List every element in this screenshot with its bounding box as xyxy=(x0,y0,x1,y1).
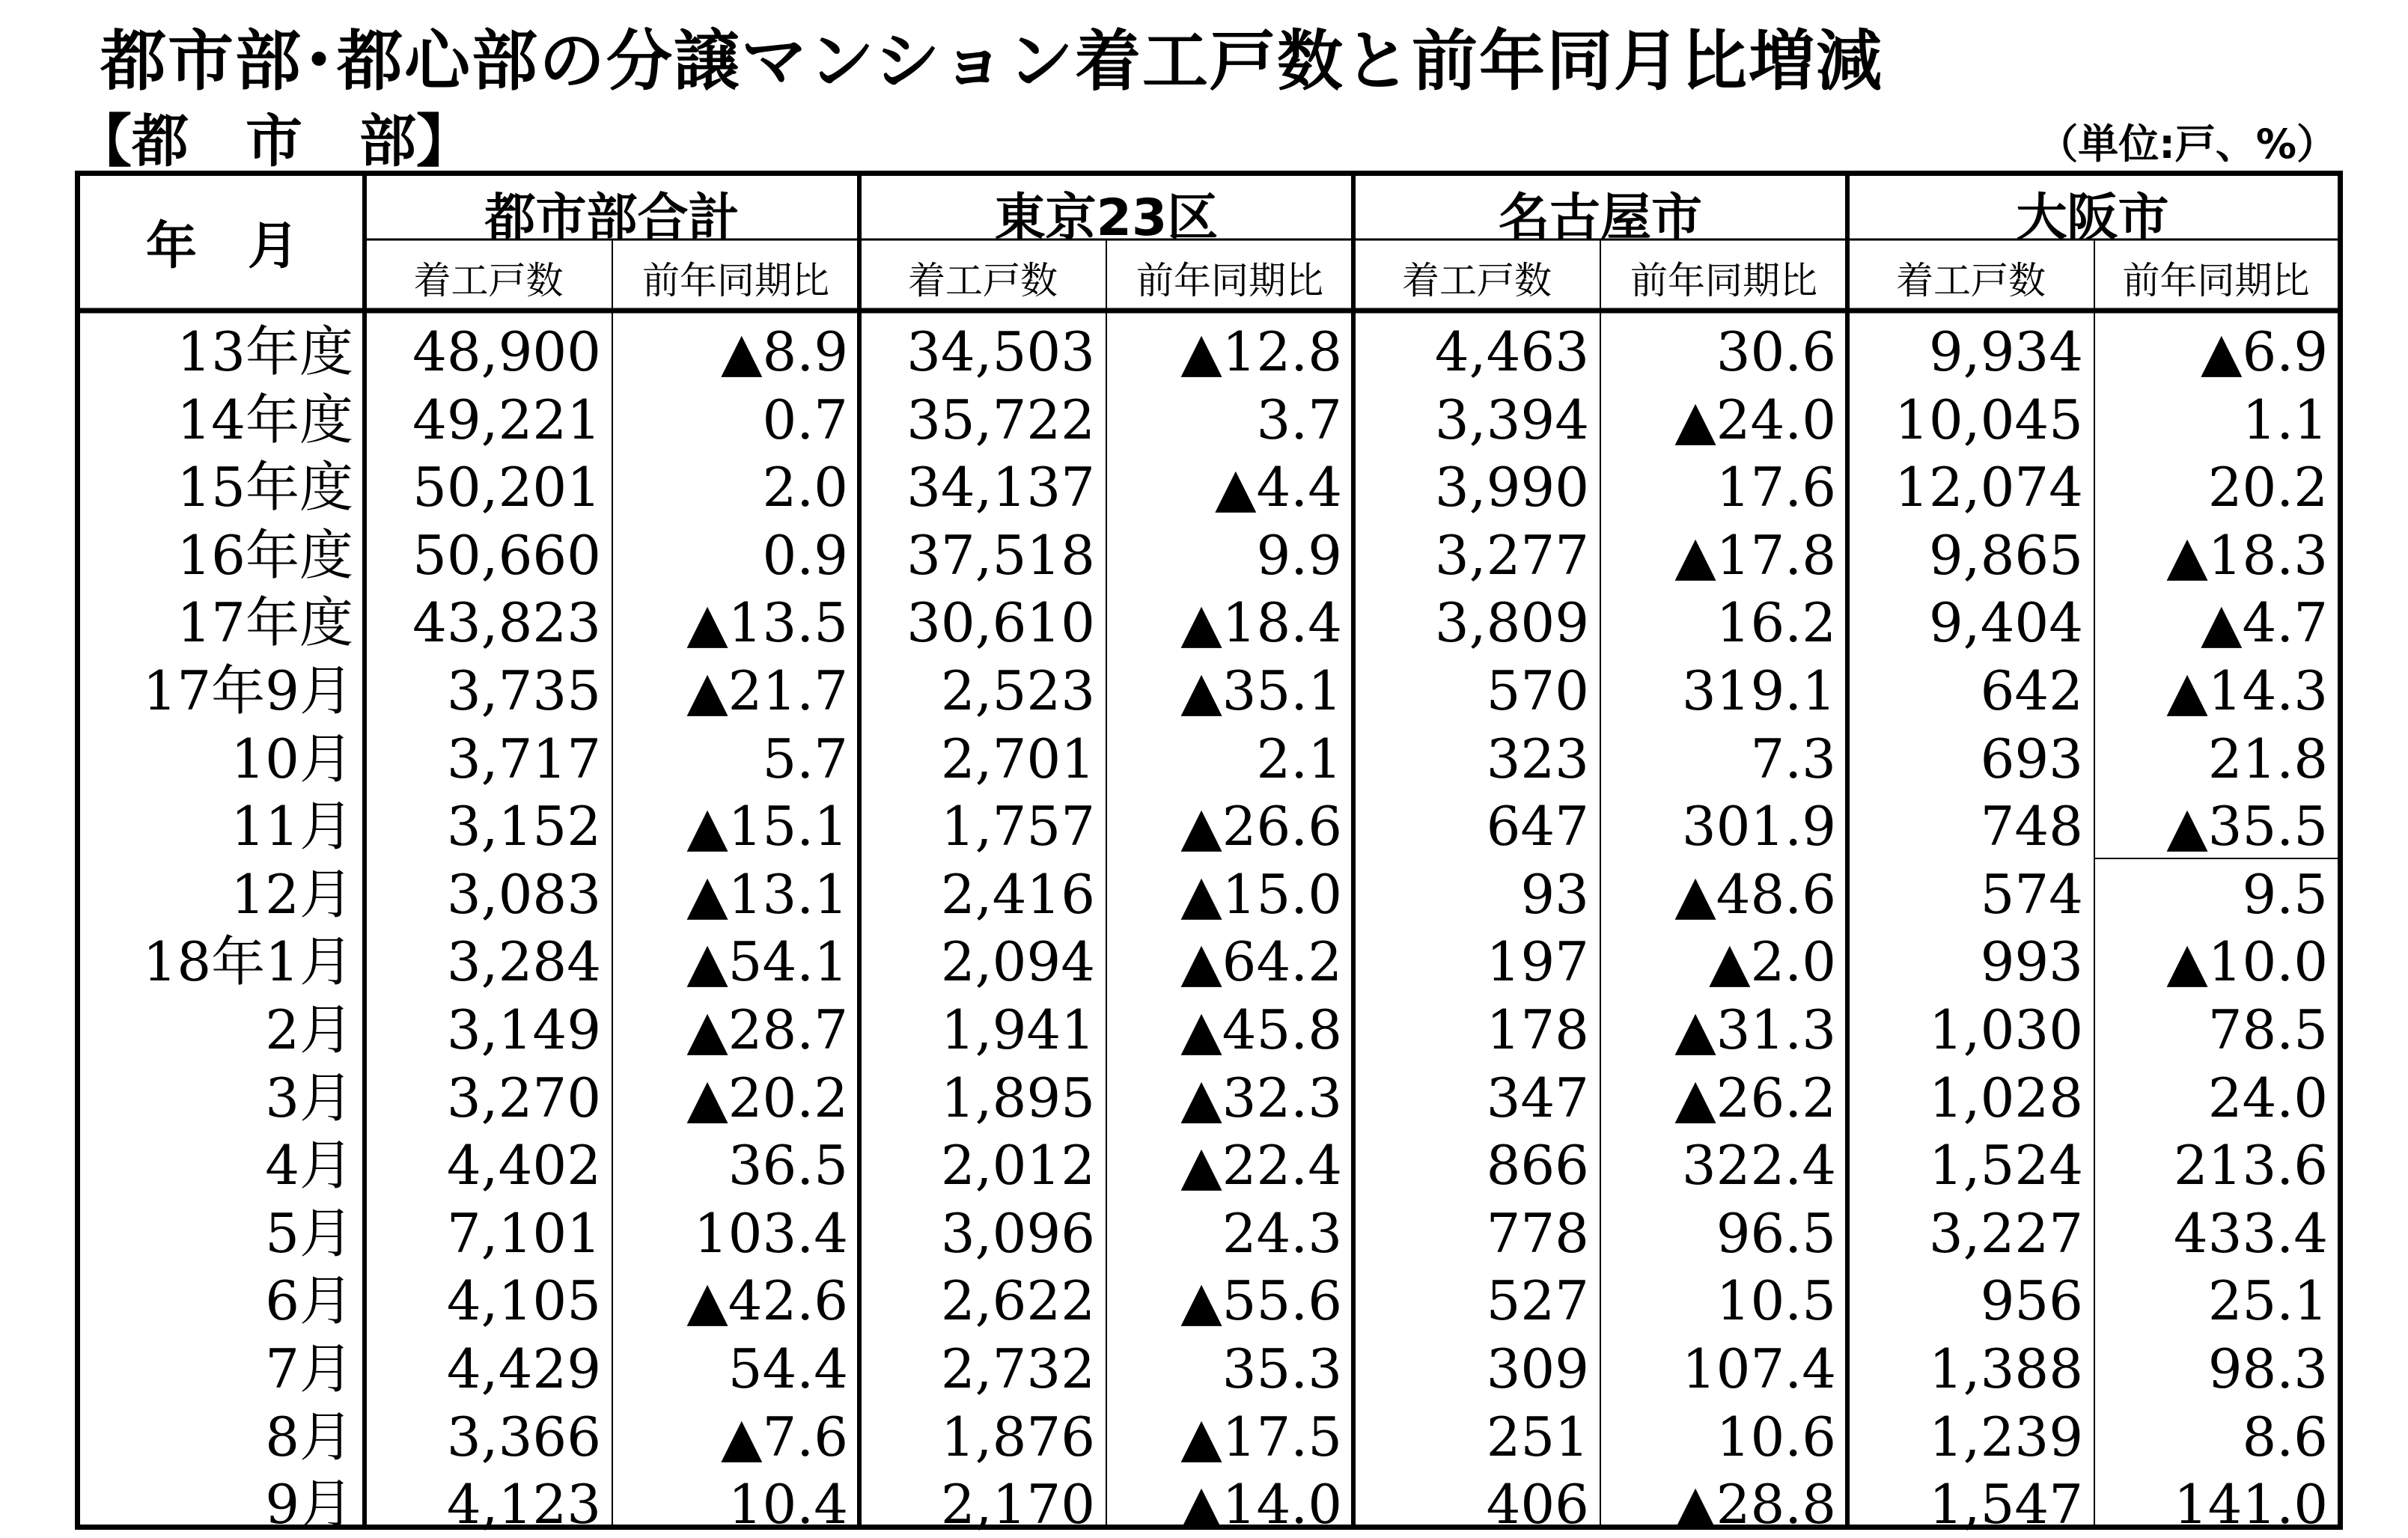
cell-yoy: 319.1 xyxy=(1681,659,1836,722)
sub-header-yoy: 前年同期比 xyxy=(2122,259,2310,302)
sub-header-starts: 着工戸数 xyxy=(413,259,564,302)
cell-starts: 2,523 xyxy=(940,659,1095,722)
cell-yoy: ▲18.3 xyxy=(2166,523,2328,587)
cell-starts: 3,152 xyxy=(446,795,601,858)
cell-yoy: 24.0 xyxy=(2207,1066,2328,1129)
cell-starts: 1,239 xyxy=(1928,1405,2083,1468)
cell-yoy: 36.5 xyxy=(728,1134,848,1197)
cell-yoy: ▲31.3 xyxy=(1674,998,1836,1061)
cell-starts: 251 xyxy=(1486,1405,1589,1468)
row-period: 6月 xyxy=(265,1269,353,1333)
cell-yoy: 25.1 xyxy=(2207,1269,2328,1333)
cell-starts: 1,876 xyxy=(940,1405,1095,1468)
cell-yoy: 7.3 xyxy=(1750,727,1836,790)
cell-yoy: 10.5 xyxy=(1716,1269,1836,1333)
cell-yoy: 21.8 xyxy=(2207,727,2328,790)
cell-starts: 3,809 xyxy=(1434,591,1589,655)
cell-starts: 1,895 xyxy=(940,1066,1095,1129)
cell-yoy: ▲20.2 xyxy=(686,1066,848,1129)
cell-yoy: ▲10.0 xyxy=(2166,930,2328,994)
cell-starts: 4,429 xyxy=(446,1337,601,1400)
cell-starts: 3,735 xyxy=(446,659,601,722)
row-period: 3月 xyxy=(265,1066,353,1129)
row-period: 2月 xyxy=(265,998,353,1061)
cell-yoy: ▲35.5 xyxy=(2166,795,2328,858)
group-header-nagoya: 名古屋市 xyxy=(1498,189,1702,248)
cell-starts: 2,170 xyxy=(940,1473,1095,1537)
row-period: 11月 xyxy=(231,795,353,858)
row-period: 9月 xyxy=(265,1473,353,1537)
cell-starts: 30,610 xyxy=(906,591,1095,655)
cell-yoy: 141.0 xyxy=(2173,1473,2328,1537)
cell-starts: 34,137 xyxy=(906,456,1095,519)
row-period: 17年9月 xyxy=(142,659,353,722)
row-period: 17年度 xyxy=(177,591,353,655)
cell-yoy: 98.3 xyxy=(2207,1337,2328,1400)
cell-yoy: ▲13.1 xyxy=(686,862,848,926)
cell-yoy: ▲13.5 xyxy=(686,591,848,655)
group-header-urban-total: 都市部合計 xyxy=(484,189,740,248)
cell-starts: 574 xyxy=(1980,862,2083,926)
cell-yoy: 301.9 xyxy=(1681,795,1836,858)
cell-starts: 3,083 xyxy=(446,862,601,926)
cell-yoy: ▲17.8 xyxy=(1674,523,1836,587)
cell-yoy: ▲14.3 xyxy=(2166,659,2328,722)
cell-yoy: 2.1 xyxy=(1256,727,1342,790)
row-period: 10月 xyxy=(231,727,353,790)
cell-starts: 1,941 xyxy=(940,998,1095,1061)
row-period: 8月 xyxy=(265,1405,353,1468)
cell-yoy: 96.5 xyxy=(1716,1201,1836,1265)
cell-yoy: 20.2 xyxy=(2207,456,2328,519)
cell-starts: 9,865 xyxy=(1928,523,2083,587)
cell-yoy: ▲4.4 xyxy=(1215,456,1342,519)
unit-label: （単位:戸、%） xyxy=(2037,120,2337,168)
cell-starts: 956 xyxy=(1980,1269,2083,1333)
cell-yoy: 213.6 xyxy=(2173,1134,2328,1197)
sub-header-yoy: 前年同期比 xyxy=(1136,259,1323,302)
cell-yoy: 9.5 xyxy=(2242,862,2328,926)
data-table xyxy=(75,171,2343,1537)
cell-yoy: 1.1 xyxy=(2242,388,2328,451)
period-header: 年 月 xyxy=(145,217,299,276)
cell-starts: 1,547 xyxy=(1928,1473,2083,1537)
sub-header-yoy: 前年同期比 xyxy=(642,259,829,302)
cell-starts: 3,284 xyxy=(446,930,601,994)
cell-starts: 993 xyxy=(1980,930,2083,994)
cell-yoy: 17.6 xyxy=(1716,456,1836,519)
cell-yoy: ▲15.0 xyxy=(1180,862,1342,926)
cell-starts: 35,722 xyxy=(906,388,1095,451)
cell-starts: 748 xyxy=(1980,795,2083,858)
row-period: 14年度 xyxy=(177,388,353,451)
cell-yoy: 10.6 xyxy=(1716,1405,1836,1468)
cell-starts: 2,622 xyxy=(940,1269,1095,1333)
cell-yoy: 2.0 xyxy=(762,456,848,519)
cell-starts: 3,277 xyxy=(1434,523,1589,587)
cell-starts: 2,094 xyxy=(940,930,1095,994)
cell-yoy: ▲64.2 xyxy=(1180,930,1342,994)
cell-yoy: ▲42.6 xyxy=(686,1269,848,1333)
cell-starts: 2,732 xyxy=(940,1337,1095,1400)
cell-yoy: 103.4 xyxy=(693,1201,848,1265)
cell-yoy: 78.5 xyxy=(2207,998,2328,1061)
cell-starts: 43,823 xyxy=(412,591,601,655)
cell-starts: 3,394 xyxy=(1434,388,1589,451)
page-title: 都市部･都心部の分譲マンション着工戸数と前年同月比増減 xyxy=(100,22,1884,100)
cell-starts: 49,221 xyxy=(412,388,601,451)
cell-starts: 347 xyxy=(1486,1066,1589,1129)
cell-yoy: ▲8.9 xyxy=(721,320,848,383)
cell-starts: 2,012 xyxy=(940,1134,1095,1197)
cell-starts: 50,201 xyxy=(412,456,601,519)
row-period: 18年1月 xyxy=(142,930,353,994)
cell-yoy: ▲4.7 xyxy=(2201,591,2328,655)
row-period: 16年度 xyxy=(177,523,353,587)
sub-header-yoy: 前年同期比 xyxy=(1630,259,1817,302)
cell-starts: 34,503 xyxy=(906,320,1095,383)
cell-yoy: 54.4 xyxy=(728,1337,848,1400)
cell-starts: 3,990 xyxy=(1434,456,1589,519)
sub-header-starts: 着工戸数 xyxy=(1402,259,1552,302)
section-label: 【都 市 部】 xyxy=(75,108,473,174)
cell-starts: 4,123 xyxy=(446,1473,601,1537)
cell-yoy: ▲28.8 xyxy=(1674,1473,1836,1537)
cell-starts: 178 xyxy=(1486,998,1589,1061)
cell-yoy: ▲17.5 xyxy=(1180,1405,1342,1468)
cell-starts: 9,934 xyxy=(1928,320,2083,383)
cell-starts: 527 xyxy=(1486,1269,1589,1333)
sub-header-starts: 着工戸数 xyxy=(908,259,1058,302)
cell-starts: 3,149 xyxy=(446,998,601,1061)
cell-starts: 1,030 xyxy=(1928,998,2083,1061)
cell-starts: 197 xyxy=(1486,930,1589,994)
cell-yoy: ▲35.1 xyxy=(1180,659,1342,722)
cell-yoy: 433.4 xyxy=(2173,1201,2328,1265)
row-period: 5月 xyxy=(265,1201,353,1265)
cell-yoy: 16.2 xyxy=(1716,591,1836,655)
cell-starts: 93 xyxy=(1520,862,1589,926)
cell-yoy: 5.7 xyxy=(762,727,848,790)
cell-yoy: ▲22.4 xyxy=(1180,1134,1342,1197)
cell-starts: 647 xyxy=(1486,795,1589,858)
cell-starts: 4,463 xyxy=(1434,320,1589,383)
cell-yoy: ▲14.0 xyxy=(1180,1473,1342,1537)
cell-yoy: 8.6 xyxy=(2242,1405,2328,1468)
cell-yoy: 24.3 xyxy=(1222,1201,1342,1265)
cell-yoy: ▲21.7 xyxy=(686,659,848,722)
cell-starts: 3,366 xyxy=(446,1405,601,1468)
cell-yoy: 35.3 xyxy=(1222,1337,1342,1400)
cell-yoy: ▲26.6 xyxy=(1180,795,1342,858)
cell-starts: 9,404 xyxy=(1928,591,2083,655)
cell-starts: 3,717 xyxy=(446,727,601,790)
cell-yoy: ▲55.6 xyxy=(1180,1269,1342,1333)
cell-starts: 866 xyxy=(1486,1134,1589,1197)
cell-yoy: ▲48.6 xyxy=(1674,862,1836,926)
cell-yoy: ▲28.7 xyxy=(686,998,848,1061)
cell-yoy: ▲26.2 xyxy=(1674,1066,1836,1129)
cell-yoy: ▲2.0 xyxy=(1709,930,1836,994)
cell-starts: 323 xyxy=(1486,727,1589,790)
cell-starts: 2,701 xyxy=(940,727,1095,790)
cell-yoy: ▲6.9 xyxy=(2201,320,2328,383)
cell-starts: 1,388 xyxy=(1928,1337,2083,1400)
cell-yoy: ▲12.8 xyxy=(1180,320,1342,383)
cell-starts: 406 xyxy=(1486,1473,1589,1537)
cell-starts: 642 xyxy=(1980,659,2083,722)
cell-starts: 1,028 xyxy=(1928,1066,2083,1129)
cell-yoy: 30.6 xyxy=(1716,320,1836,383)
cell-yoy: ▲7.6 xyxy=(721,1405,848,1468)
cell-yoy: ▲24.0 xyxy=(1674,388,1836,451)
row-period: 7月 xyxy=(265,1337,353,1400)
cell-yoy: ▲54.1 xyxy=(686,930,848,994)
row-period: 4月 xyxy=(265,1134,353,1197)
cell-yoy: ▲15.1 xyxy=(686,795,848,858)
cell-starts: 778 xyxy=(1486,1201,1589,1265)
cell-starts: 4,402 xyxy=(446,1134,601,1197)
cell-yoy: 3.7 xyxy=(1256,388,1342,451)
cell-starts: 3,270 xyxy=(446,1066,601,1129)
group-header-osaka: 大阪市 xyxy=(2016,189,2169,248)
cell-starts: 37,518 xyxy=(906,523,1095,587)
cell-yoy: 10.4 xyxy=(728,1473,848,1537)
cell-starts: 1,757 xyxy=(940,795,1095,858)
row-period: 13年度 xyxy=(177,320,353,383)
cell-starts: 7,101 xyxy=(446,1201,601,1265)
cell-starts: 2,416 xyxy=(940,862,1095,926)
cell-starts: 48,900 xyxy=(412,320,601,383)
cell-yoy: ▲45.8 xyxy=(1180,998,1342,1061)
cell-yoy: 0.7 xyxy=(762,388,848,451)
cell-starts: 1,524 xyxy=(1928,1134,2083,1197)
group-header-tokyo23: 東京23区 xyxy=(994,189,1219,248)
row-period: 15年度 xyxy=(177,456,353,519)
cell-starts: 3,227 xyxy=(1928,1201,2083,1265)
cell-yoy: ▲32.3 xyxy=(1180,1066,1342,1129)
cell-starts: 4,105 xyxy=(446,1269,601,1333)
cell-starts: 693 xyxy=(1980,727,2083,790)
cell-starts: 10,045 xyxy=(1895,388,2083,451)
cell-starts: 12,074 xyxy=(1895,456,2083,519)
cell-starts: 50,660 xyxy=(412,523,601,587)
cell-yoy: 9.9 xyxy=(1256,523,1342,587)
cell-yoy: 107.4 xyxy=(1681,1337,1836,1400)
cell-yoy: ▲18.4 xyxy=(1180,591,1342,655)
cell-starts: 3,096 xyxy=(940,1201,1095,1265)
cell-starts: 570 xyxy=(1486,659,1589,722)
cell-yoy: 0.9 xyxy=(762,523,848,587)
cell-yoy: 322.4 xyxy=(1681,1134,1836,1197)
row-period: 12月 xyxy=(231,862,353,926)
sub-header-starts: 着工戸数 xyxy=(1896,259,2046,302)
cell-starts: 309 xyxy=(1486,1337,1589,1400)
